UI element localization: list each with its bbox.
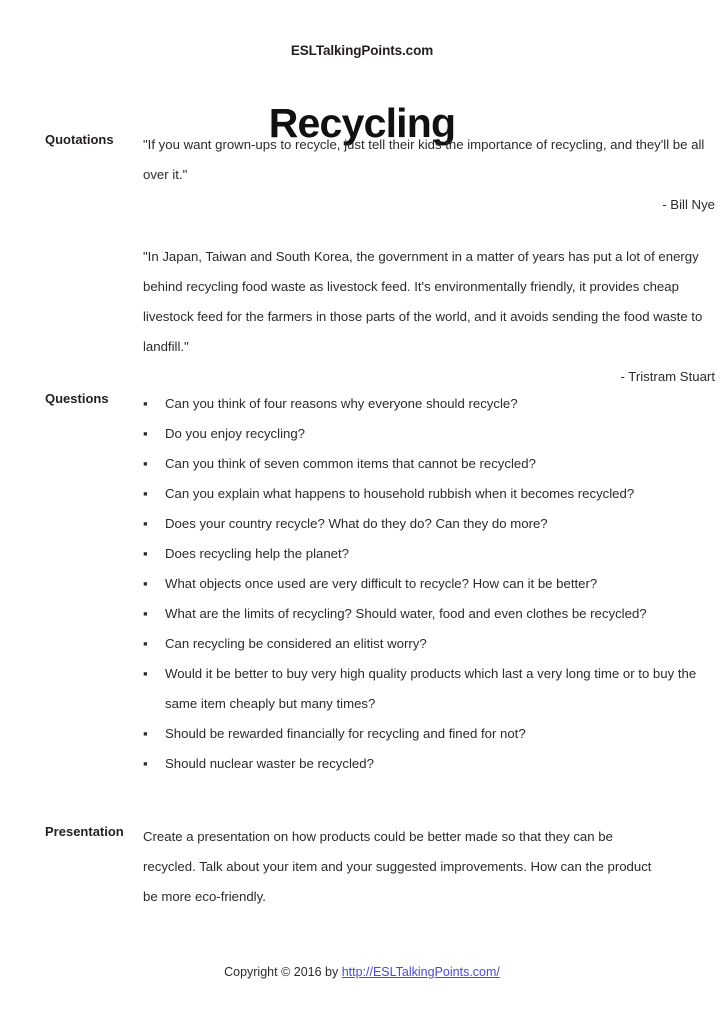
bullet-icon: ▪: [143, 756, 148, 771]
question-text: Can you think of four reasons why everyone should recycle?: [165, 396, 518, 411]
bullet-icon: ▪: [143, 726, 148, 741]
quote-text: "If you want grown-ups to recycle, just tell their kids the importance of recycling, and they'll be all over it.": [143, 137, 705, 182]
bullet-icon: ▪: [143, 486, 148, 501]
question-text: Can you explain what happens to household rubbish when it becomes recycled?: [165, 486, 635, 501]
question-text: Do you enjoy recycling?: [165, 426, 306, 441]
question-list: [143, 389, 697, 779]
question-item: [143, 719, 721, 749]
question-item: [143, 449, 721, 479]
question-text: Would it be better to buy very high quality products which last a very long time or to buy the same item cheaply but many times?: [165, 666, 697, 711]
quote-block: [143, 242, 715, 392]
question-text: Should be rewarded financially for recycling and fined for not?: [165, 726, 526, 741]
site-name: ESLTalkingPoints.com: [290, 43, 434, 58]
page-title: Recycling: [268, 100, 456, 147]
quotations-label: Quotations: [45, 132, 114, 147]
question-item: [143, 419, 721, 449]
bullet-icon: ▪: [143, 546, 148, 561]
quote-attribution: - Bill Nye: [662, 197, 715, 212]
bullet-icon: ▪: [143, 396, 148, 411]
question-item: [143, 479, 721, 509]
question-item: [143, 509, 721, 539]
bullet-icon: ▪: [143, 666, 148, 681]
question-item: [143, 569, 721, 599]
bullet-icon: ▪: [143, 576, 148, 591]
quotations-section: [45, 130, 715, 392]
question-text: What are the limits of recycling? Should water, food and even clothes be recycled?: [165, 606, 647, 621]
question-text: Should nuclear waster be recycled?: [165, 756, 374, 771]
footer: [0, 965, 724, 979]
questions-section: [45, 389, 697, 779]
question-text: What objects once used are very difficult to recycle? How can it be better?: [165, 576, 598, 591]
copyright-text: Copyright © 2016 by: [224, 965, 342, 979]
bullet-icon: ▪: [143, 636, 148, 651]
quote-text: "In Japan, Taiwan and South Korea, the government in a matter of years has put a lot of energy behind recycling food waste as livestock feed. It's environmentally friendly, it provides cheap livestock feed for the farmers in those parts of the world, and it avoids sending the food waste to landfill.": [143, 249, 703, 354]
site-link[interactable]: http://ESLTalkingPoints.com/: [341, 965, 500, 979]
presentation-section: [45, 822, 685, 912]
presentation-label: Presentation: [45, 824, 124, 839]
question-text: Does your country recycle? What do they do? Can they do more?: [165, 516, 548, 531]
question-item: [143, 749, 721, 779]
presentation-text: Create a presentation on how products could be better made so that they can be recycled. Talk about your item and your suggested improvements. How can the product be more eco-friendly.: [143, 829, 652, 904]
quote-attribution: - Tristram Stuart: [620, 369, 715, 384]
question-text: Can recycling be considered an elitist worry?: [165, 636, 427, 651]
question-item: [143, 629, 721, 659]
bullet-icon: ▪: [143, 456, 148, 471]
bullet-icon: ▪: [143, 516, 148, 531]
question-item: [143, 599, 721, 629]
quotations-body: [143, 130, 715, 392]
question-text: Can you think of seven common items that cannot be recycled?: [165, 456, 536, 471]
question-text: Does recycling help the planet?: [165, 546, 350, 561]
quote-block: [143, 130, 715, 220]
questions-label: Questions: [45, 391, 109, 406]
bullet-icon: ▪: [143, 426, 148, 441]
bullet-icon: ▪: [143, 606, 148, 621]
questions-body: [143, 389, 697, 779]
quote-spacer: [143, 220, 685, 242]
question-item: [143, 389, 721, 419]
question-item: [143, 659, 721, 719]
question-item: [143, 539, 721, 569]
